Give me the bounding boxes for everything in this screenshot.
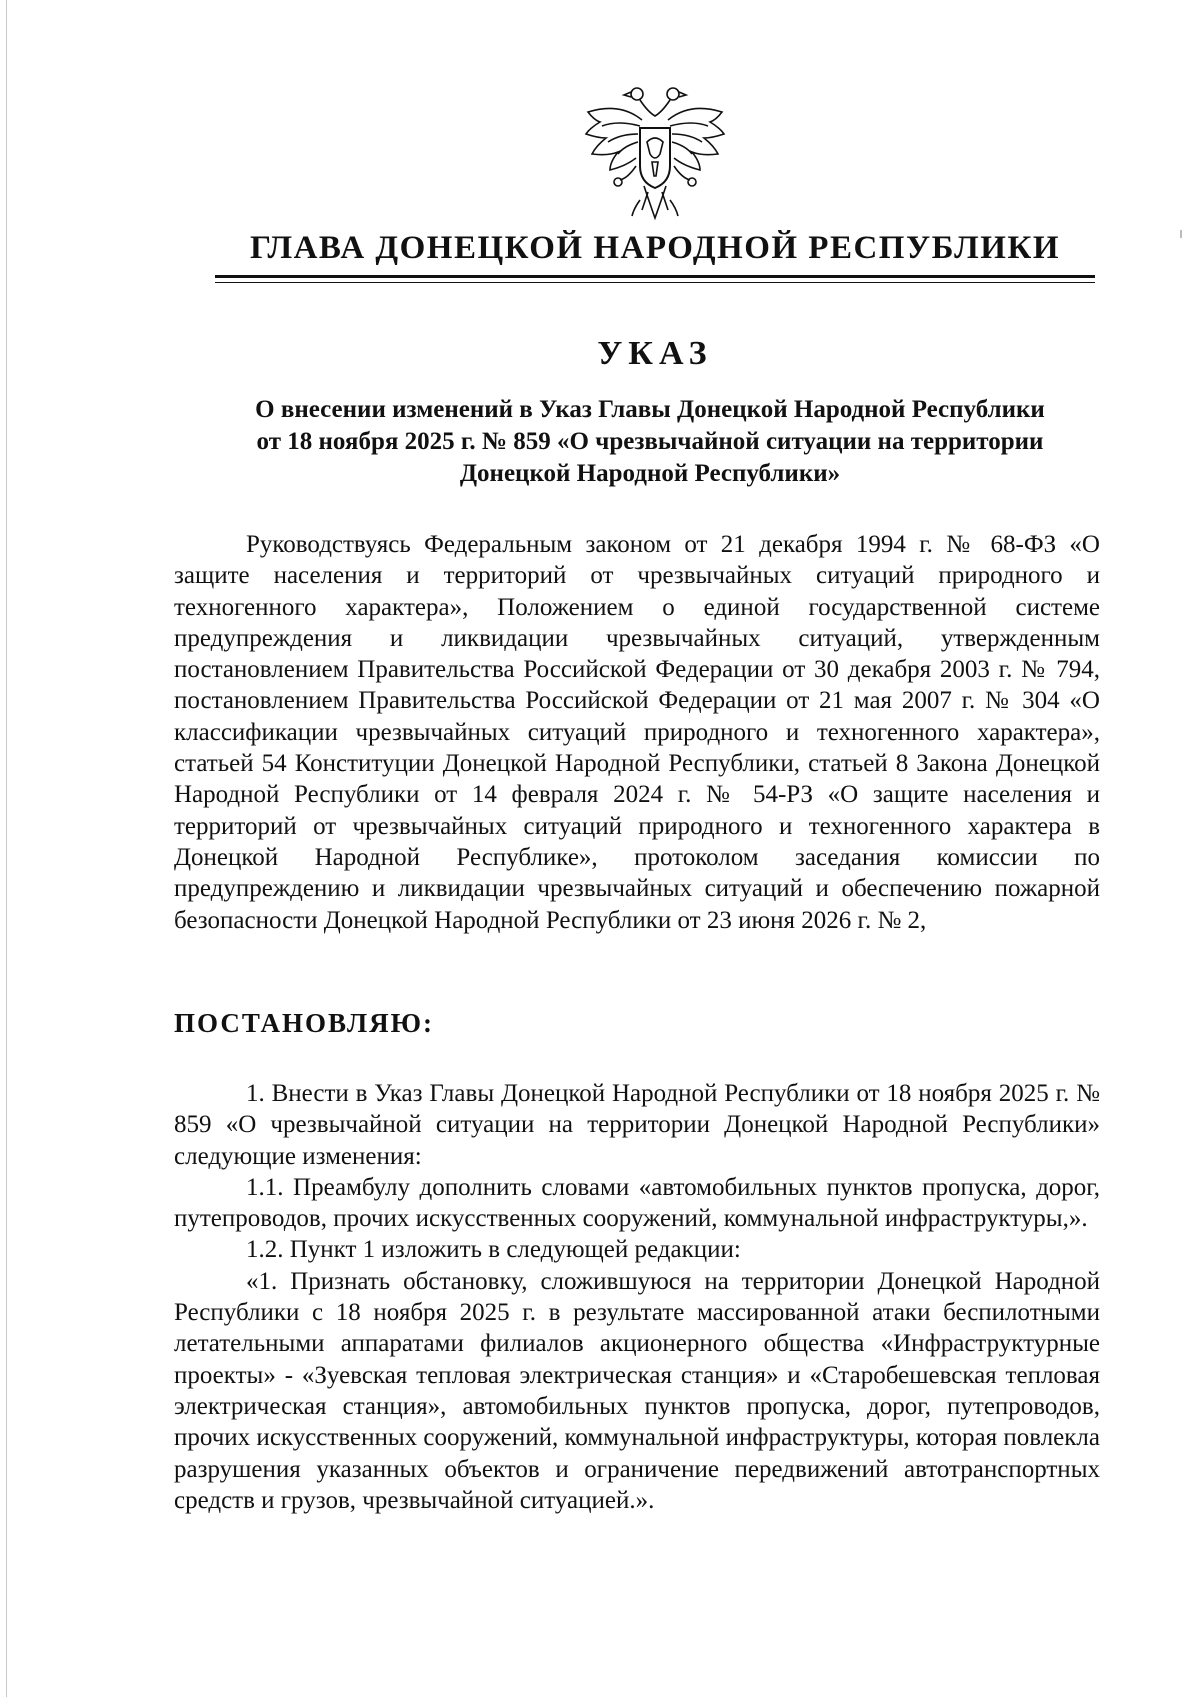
- issuing-authority: ГЛАВА ДОНЕЦКОЙ НАРОДНОЙ РЕСПУБЛИКИ: [249, 230, 1061, 266]
- decree-word: ПОСТАНОВЛЯЮ:: [174, 1008, 434, 1038]
- header-rule-thin: [215, 282, 1095, 283]
- document-type: УКАЗ: [597, 335, 713, 372]
- decree-item: «1. Признать обстановку, сложившуюся на территории Донецкой Народной Республики с 18 ноября 2025 г. в результате массированной атаки беспилотными летательными аппаратами филиалов акционерного общества «Инфраструктурные проекты» - «Зуевская тепловая электрическая станция» и «Старобешевская тепловая электрическая станция», автомобильных пунктов пропуска, дорог, путепроводов, прочих искусственных сооружений, коммунальной инфраструктуры, которая повлекла разрушения указанных объектов и ограничение передвижений автотранспортных средств и грузов, чрезвычайной ситуацией.».: [174, 1267, 1101, 1514]
- scan-mark: [1180, 230, 1182, 238]
- decree-item: 1. Внести в Указ Главы Донецкой Народной Республики от 18 ноября 2025 г. № 859 «О чрезвычайной ситуации на территории Донецкой Народной Республики» следующие изменения:: [174, 1080, 1100, 1170]
- dpr-coat-of-arms-icon: [580, 82, 730, 230]
- scan-edge-line: [6, 0, 7, 1697]
- decree-item: 1.1. Преамбулу дополнить словами «автомобильных пунктов пропуска, дорог, путепроводов, прочих искусственных сооружений, коммунальной инфраструктуры,».: [174, 1173, 1100, 1233]
- title-line: О внесении изменений в Указ Главы Донецкой Народной Республики: [255, 396, 1045, 423]
- document-title: [200, 394, 1100, 490]
- title-line: Донецкой Народной Республики»: [459, 460, 841, 487]
- decree-items: [174, 1078, 1100, 1516]
- preamble-paragraph: Руководствуясь Федеральным законом от 21 декабря 1994 г. № 68-ФЗ «О защите населения и территорий от чрезвычайных ситуаций природного и техногенного характера», Положением о единой государственной системе предупреждения и ликвидации чрезвычайных ситуаций, утвержденным постановлением Правительства Российской Федерации от 30 декабря 2003 г. № 794, постановлением Правительства Российской Федерации от 21 мая 2007 г. № 304 «О классификации чрезвычайных ситуаций природного и техногенного характера», статьей 54 Конституции Донецкой Народной Республики, статьей 8 Закона Донецкой Народной Республики от 14 февраля 2024 г. № 54-РЗ «О защите населения и территорий от чрезвычайных ситуаций природного и техногенного характера в Донецкой Народной Республике», протоколом заседания комиссии по предупреждению и ликвидации чрезвычайных ситуаций и обеспечению пожарной безопасности Донецкой Народной Республики от 23 июня 2026 г. № 2,: [174, 531, 1100, 934]
- header-rule: [215, 275, 1095, 278]
- title-line: от 18 ноября 2025 г. № 859 «О чрезвычайной ситуации на территории: [256, 428, 1044, 455]
- decree-item: 1.2. Пункт 1 изложить в следующей редакции:: [246, 1236, 741, 1264]
- preamble-section: [174, 529, 1100, 936]
